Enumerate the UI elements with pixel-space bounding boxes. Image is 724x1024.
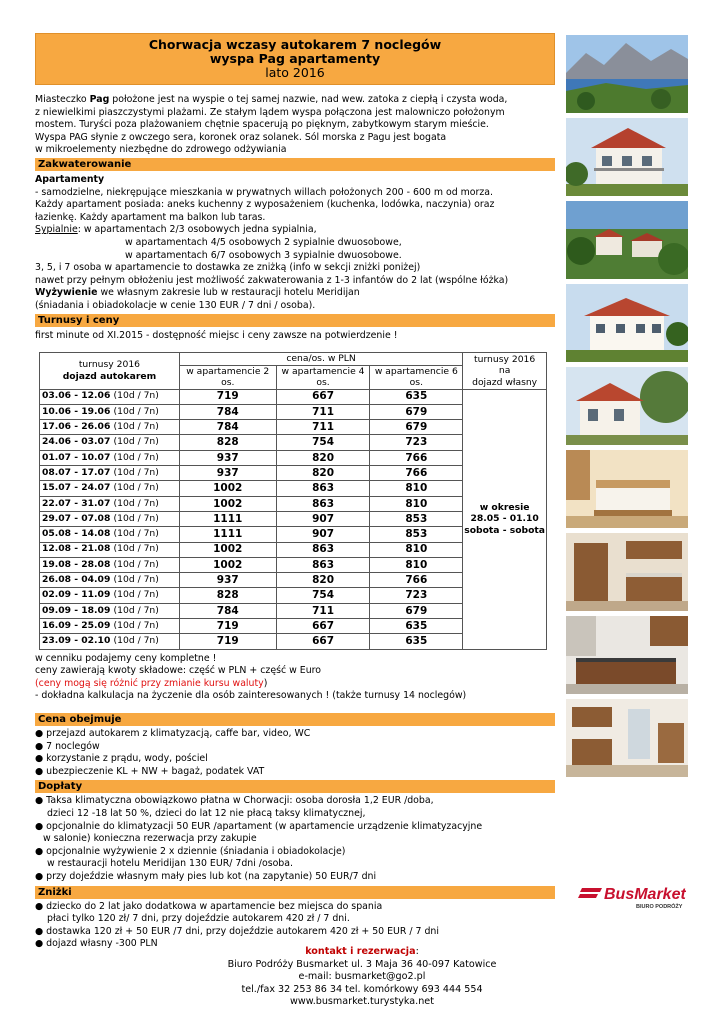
turnus-date: 24.06 - 03.07 (10d / 7n) bbox=[40, 435, 180, 450]
table-header-price-group: cena/os. w PLN bbox=[179, 353, 462, 366]
turnus-date: 22.07 - 31.07 (10d / 7n) bbox=[40, 496, 180, 511]
photo-village bbox=[566, 201, 688, 279]
photo-villa-1 bbox=[566, 118, 688, 196]
turnus-date: 05.08 - 14.08 (10d / 7n) bbox=[40, 527, 180, 542]
list-item: ● przy dojeździe własnym mały pies lub kot (na zapytanie) 50 EUR/7 dni bbox=[35, 871, 555, 884]
turnus-date: 12.08 - 21.08 (10d / 7n) bbox=[40, 542, 180, 557]
own-transport-period: w okresie 28.05 - 01.10 sobota - sobota bbox=[463, 389, 547, 649]
price-p2: 937 bbox=[179, 466, 276, 481]
price-p2: 784 bbox=[179, 420, 276, 435]
busmarket-logo bbox=[578, 880, 686, 910]
price-p2: 719 bbox=[179, 619, 276, 634]
price-p2: 828 bbox=[179, 588, 276, 603]
first-minute-note: first minute od XI.2015 - dostępność miejsc i ceny zawsze na potwierdzenie ! bbox=[35, 329, 398, 341]
photo-coast bbox=[566, 35, 688, 113]
table-header-turnusy: turnusy 2016 dojazd autokarem bbox=[40, 353, 180, 390]
turnus-date: 09.09 - 18.09 (10d / 7n) bbox=[40, 603, 180, 618]
section-heading-discounts: Zniżki bbox=[35, 886, 555, 899]
price-p2: 937 bbox=[179, 450, 276, 465]
contact-block: kontakt i rezerwacja: Biuro Podróży Busmarket ul. 3 Maja 36 40-097 Katowice e-mail: busmarket@go2.pl tel./fax 32 253 86 34 tel. komórkowy 693 444 554 www.busmarket.turystyka.net bbox=[0, 946, 724, 1009]
photo-villa-2 bbox=[566, 284, 688, 362]
turnus-date: 08.07 - 17.07 (10d / 7n) bbox=[40, 466, 180, 481]
price-p2: 1002 bbox=[179, 496, 276, 511]
list-item: ● dojazd własny -300 PLN bbox=[35, 938, 555, 951]
price-p6: 810 bbox=[370, 557, 463, 572]
discounts-list: ● dziecko do 2 lat jako dodatkowa w apartamencie bez miejsca do spania płaci tylko 120 zł/ 7 dni, przy dojeździe autokarem 420 zł / 7 dni. ● dostawka 120 zł + 50 EUR /7 dni, przy dojeździe autokarem 420 zł + 50 EUR / 7 dni ● dojazd własny -300 PLN bbox=[35, 901, 555, 951]
table-row bbox=[40, 389, 547, 404]
price-p4: 863 bbox=[276, 496, 370, 511]
price-p6: 810 bbox=[370, 481, 463, 496]
price-p4: 711 bbox=[276, 420, 370, 435]
list-item: ● 7 noclegów bbox=[35, 741, 555, 754]
section-heading-price-includes: Cena obejmuje bbox=[35, 713, 555, 726]
intro-text: Miasteczko Pag położone jest na wyspie o tej samej nazwie, nad wew. zatoka z ciepłą i czysta woda, z niewielkimi piaszczystymi plażami. Ze stałym lądem wyspa połączona jest malowniczo położonym mostem. Turyści poza plażowaniem chętnie spacerują po pięknym, zabytkowym starym mieście. Wyspa PAG słynie z owczego sera, koronek oraz solanek. Sól morska z Pagu jest bogata w mikroelementy niezbędne do zdrowego odżywiania bbox=[35, 94, 508, 156]
price-p2: 937 bbox=[179, 573, 276, 588]
turnus-date: 01.07 - 10.07 (10d / 7n) bbox=[40, 450, 180, 465]
price-table bbox=[39, 352, 547, 650]
price-p2: 1002 bbox=[179, 481, 276, 496]
title-box bbox=[35, 33, 555, 85]
turnus-date: 02.09 - 11.09 (10d / 7n) bbox=[40, 588, 180, 603]
price-p6: 766 bbox=[370, 466, 463, 481]
town-name: Pag bbox=[89, 94, 110, 105]
price-p4: 863 bbox=[276, 542, 370, 557]
price-p4: 863 bbox=[276, 557, 370, 572]
price-p6: 723 bbox=[370, 588, 463, 603]
price-p4: 907 bbox=[276, 511, 370, 526]
price-p6: 635 bbox=[370, 634, 463, 649]
price-p2: 784 bbox=[179, 603, 276, 618]
list-item: ● opcjonalnie wyżywienie 2 x dziennie (śniadania i obiadokolacje) bbox=[35, 846, 555, 859]
price-p4: 754 bbox=[276, 435, 370, 450]
price-p6: 723 bbox=[370, 435, 463, 450]
season-label: lato 2016 bbox=[265, 65, 325, 80]
contact-address: Biuro Podróży Busmarket ul. 3 Maja 36 40-097 Katowice bbox=[227, 958, 497, 970]
turnus-date: 15.07 - 24.07 (10d / 7n) bbox=[40, 481, 180, 496]
turnus-date: 16.09 - 25.09 (10d / 7n) bbox=[40, 619, 180, 634]
turnus-date: 17.06 - 26.06 (10d / 7n) bbox=[40, 420, 180, 435]
list-item: ● opcjonalnie do klimatyzacji 50 EUR /apartament (w apartamencie urządzenie klimatyzacyjne bbox=[35, 821, 555, 834]
price-includes-list bbox=[35, 728, 555, 778]
surcharges-list: ● Taksa klimatyczna obowiązkowo płatna w Chorwacji: osoba dorosła 1,2 EUR /doba, dzieci 12 -18 lat 50 %, dzieci do lat 12 nie płacą taksy klimatycznej, ● opcjonalnie do klimatyzacji 50 EUR /apartament (w apartamencie urządzenie klimatyzacyjne w salonie) konieczna rezerwacja przy zakupie ● opcjonalnie wyżywienie 2 x dziennie (śniadania i obiadokolacje) w restauracji hotelu Meridijan 130 EUR/ 7dni /osoba. ● przy dojeździe własnym mały pies lub kot (na zapytanie) 50 EUR/7 dni bbox=[35, 795, 555, 883]
price-p4: 667 bbox=[276, 619, 370, 634]
photo-villa-3 bbox=[566, 367, 688, 445]
price-p4: 667 bbox=[276, 634, 370, 649]
price-p6: 810 bbox=[370, 542, 463, 557]
table-header-6os: w apartamencie 6 os. bbox=[370, 365, 463, 389]
bedrooms-label: Sypialnie bbox=[35, 224, 78, 236]
list-item: ● ubezpieczenie KL + NW + bagaż, podatek VAT bbox=[35, 766, 555, 779]
price-p6: 635 bbox=[370, 619, 463, 634]
main-content bbox=[35, 33, 555, 951]
logo-text: BusMarket bbox=[604, 886, 686, 903]
price-p4: 820 bbox=[276, 573, 370, 588]
price-p6: 679 bbox=[370, 404, 463, 419]
section-heading-surcharges: Dopłaty bbox=[35, 780, 555, 793]
price-p4: 907 bbox=[276, 527, 370, 542]
table-header-4os: w apartamencie 4 os. bbox=[276, 365, 370, 389]
list-item: ● korzystanie z prądu, wody, pościel bbox=[35, 753, 555, 766]
currency-warning: ceny mogą się różnić przy zmianie kursu waluty bbox=[38, 677, 264, 689]
turnus-date: 19.08 - 28.08 (10d / 7n) bbox=[40, 557, 180, 572]
price-p4: 863 bbox=[276, 481, 370, 496]
section-heading-accommodation: Zakwaterowanie bbox=[35, 158, 555, 171]
page-title: Chorwacja wczasy autokarem 7 noclegów bbox=[148, 37, 442, 52]
price-p6: 766 bbox=[370, 450, 463, 465]
price-p6: 679 bbox=[370, 420, 463, 435]
price-p4: 820 bbox=[276, 450, 370, 465]
meals-label: Wyżywienie bbox=[35, 287, 98, 299]
price-p4: 820 bbox=[276, 466, 370, 481]
page-subtitle: wyspa Pag apartamenty bbox=[209, 51, 381, 66]
contact-heading: kontakt i rezerwacja bbox=[305, 946, 416, 957]
price-p2: 1002 bbox=[179, 557, 276, 572]
price-p4: 754 bbox=[276, 588, 370, 603]
logo-tagline: BIURO PODRÓŻY bbox=[636, 904, 683, 910]
price-p2: 1002 bbox=[179, 542, 276, 557]
photo-column bbox=[566, 35, 688, 782]
apartments-subheading: Apartamenty bbox=[35, 173, 105, 185]
contact-website[interactable]: www.busmarket.turystyka.net bbox=[290, 996, 434, 1008]
photo-kitchen-2 bbox=[566, 616, 688, 694]
turnus-date: 10.06 - 19.06 (10d / 7n) bbox=[40, 404, 180, 419]
after-table-notes: w cenniku podajemy ceny kompletne ! ceny zawierają kwoty składowe: część w PLN + część w Euro (ceny mogą się różnić przy zmianie kursu waluty) - dokładna kalkulacja na życzenie dla osób zainteresowanych ! (także turnusy 14 noclegów) bbox=[35, 652, 467, 702]
price-p6: 679 bbox=[370, 603, 463, 618]
price-p4: 711 bbox=[276, 404, 370, 419]
list-item: ● dostawka 120 zł + 50 EUR /7 dni, przy dojeździe autokarem 420 zł + 50 EUR / 7 dni bbox=[35, 926, 555, 939]
contact-phone: tel./fax 32 253 86 34 tel. komórkowy 693 444 554 bbox=[241, 983, 483, 995]
price-p6: 766 bbox=[370, 573, 463, 588]
photo-living-room bbox=[566, 699, 688, 777]
photo-kitchen-1 bbox=[566, 533, 688, 611]
price-p2: 719 bbox=[179, 389, 276, 404]
price-p6: 810 bbox=[370, 496, 463, 511]
price-p6: 853 bbox=[370, 527, 463, 542]
price-p6: 635 bbox=[370, 389, 463, 404]
photo-bedroom bbox=[566, 450, 688, 528]
list-item: ● dziecko do 2 lat jako dodatkowa w apartamencie bez miejsca do spania bbox=[35, 901, 555, 914]
price-p6: 853 bbox=[370, 511, 463, 526]
price-p2: 1111 bbox=[179, 527, 276, 542]
list-item: ● przejazd autokarem z klimatyzacją, caffe bar, video, WC bbox=[35, 728, 555, 741]
price-p2: 828 bbox=[179, 435, 276, 450]
list-item: ● Taksa klimatyczna obowiązkowo płatna w Chorwacji: osoba dorosła 1,2 EUR /doba, bbox=[35, 795, 555, 808]
price-p2: 1111 bbox=[179, 511, 276, 526]
price-p4: 667 bbox=[276, 389, 370, 404]
table-header-own-transport: turnusy 2016 na dojazd własny bbox=[463, 353, 547, 390]
turnus-date: 03.06 - 12.06 (10d / 7n) bbox=[40, 389, 180, 404]
price-p2: 784 bbox=[179, 404, 276, 419]
accommodation-text: Apartamenty - samodzielne, niekrępujące mieszkania w prywatnych willach położonych 200 - 600 m od morza. Każdy apartament posiada: aneks kuchenny z wyposażeniem (kuchenka, lodówka, naczynia) oraz łazienkę. Każdy apartament ma balkon lub taras. Sypialnie: w apartamentach 2/3 osobowych jedna sypialnia, w apartamentach 4/5 osobowych 2 sypialnie dwuosobowe, w apartamentach 6/7 osobowych 3 sypialnie dwuosobowe. 3, 5, i 7 osoba w apartamencie to dostawka ze zniżką (info w sekcji zniżki poniżej) nawet przy pełnym obłożeniu jest możliwość zakwaterowania z 1-3 infantów do 2 lat (wspólne łóżka) Wyżywienie we własnym zakresie lub w restauracji hotelu Meridijan (śniadania i obiadokolacje w cenie 130 EUR / 7 dni / osoba). bbox=[35, 174, 555, 313]
turnus-date: 29.07 - 07.08 (10d / 7n) bbox=[40, 511, 180, 526]
table-header-2os: w apartamencie 2 os. bbox=[179, 365, 276, 389]
section-heading-turnusy: Turnusy i ceny bbox=[35, 314, 555, 327]
price-p2: 719 bbox=[179, 634, 276, 649]
price-p4: 711 bbox=[276, 603, 370, 618]
turnus-date: 23.09 - 02.10 (10d / 7n) bbox=[40, 634, 180, 649]
turnus-date: 26.08 - 04.09 (10d / 7n) bbox=[40, 573, 180, 588]
contact-email[interactable]: e-mail: busmarket@go2.pl bbox=[298, 971, 426, 983]
